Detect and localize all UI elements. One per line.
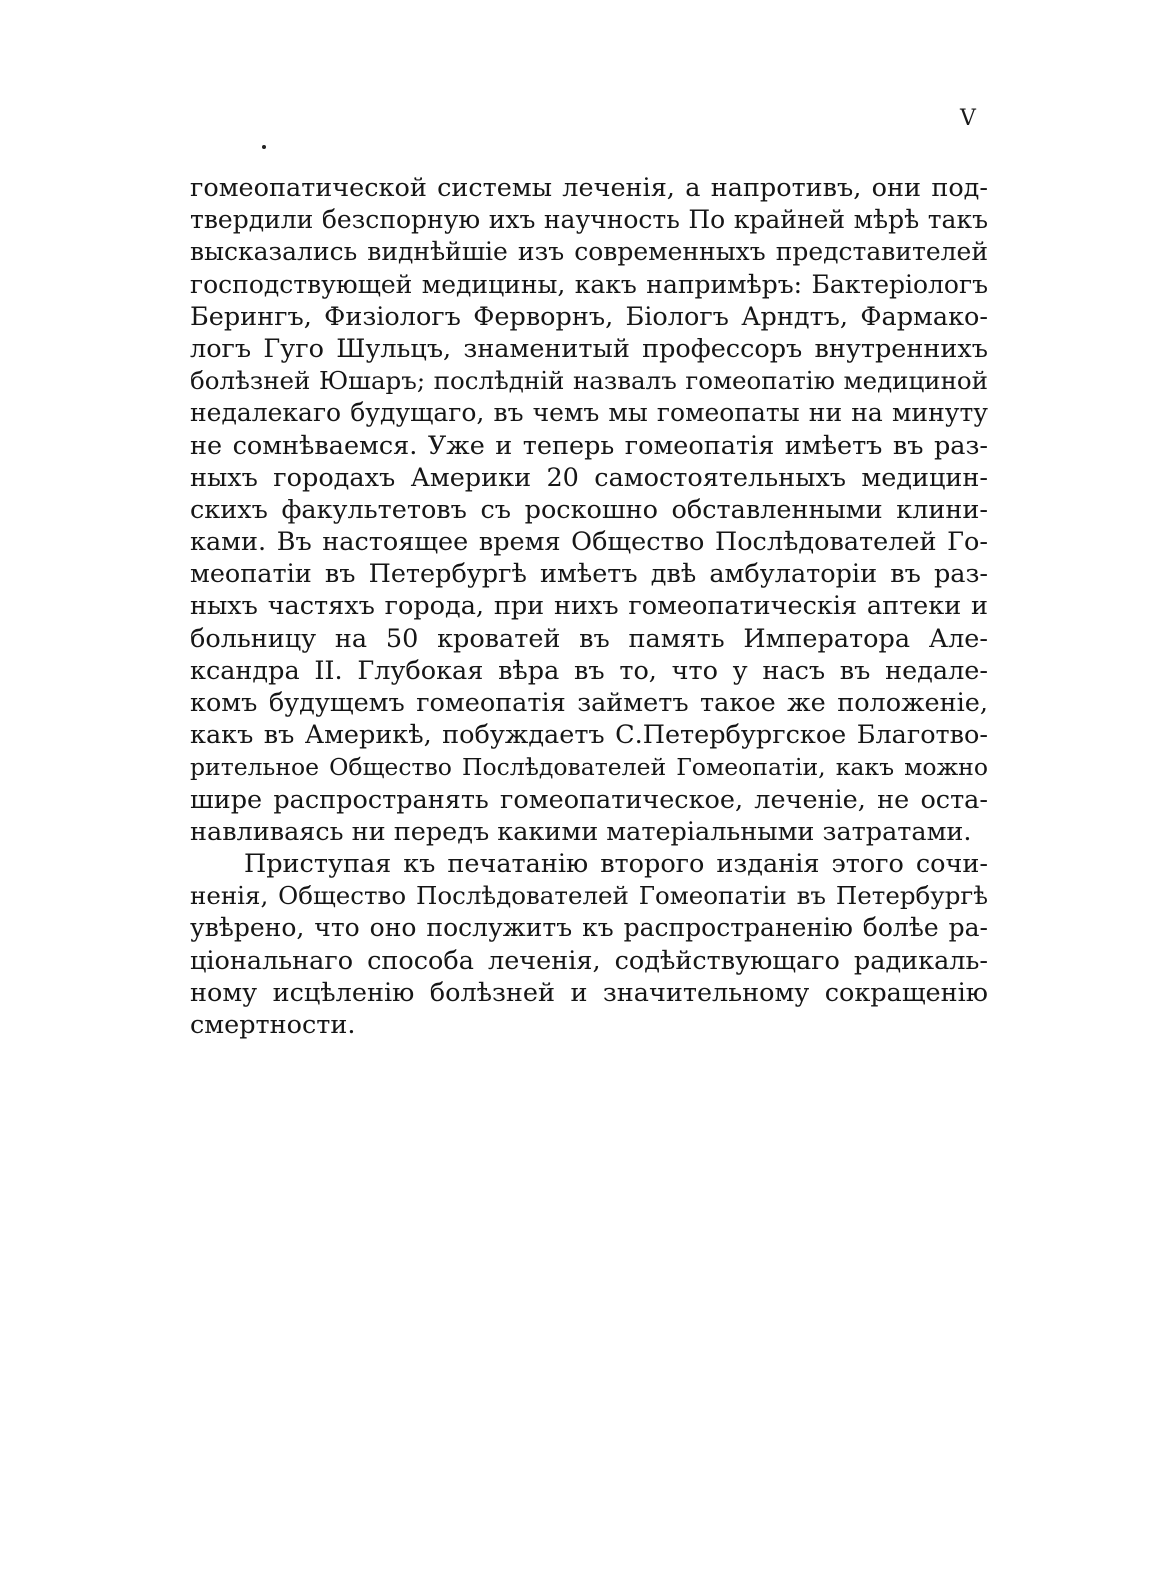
text-line: ныхъ городахъ Америки 20 самостоятельныхъ медицин- bbox=[190, 462, 988, 493]
text-line: ному исцѣленію болѣзней и значительному сокращенію bbox=[190, 977, 988, 1008]
text-line: ныхъ частяхъ города, при нихъ гомеопатическія аптеки и bbox=[190, 591, 988, 622]
text-line: Берингъ, Физіологъ Ферворнъ, Біологъ Арндтъ, Фармако- bbox=[190, 301, 988, 332]
text-line: твердили безспорную ихъ научность По крайней мѣрѣ такъ bbox=[190, 205, 988, 235]
text-line: больницу на 50 кроватей въ память Императора Але- bbox=[190, 623, 988, 654]
text-line: болѣзней Юшаръ; послѣдній назвалъ гомеопатію медициной bbox=[190, 366, 988, 396]
text-line: не сомнѣваемся. Уже и теперь гомеопатія имѣетъ въ раз- bbox=[190, 430, 988, 461]
text-line: Приступая къ печатанію второго изданія этого сочи- bbox=[244, 848, 988, 879]
text-line: господствующей медицины, какъ напримѣръ: Бактеріологъ bbox=[190, 269, 988, 299]
print-speck bbox=[262, 145, 266, 149]
text-line: рительное Общество Послѣдователей Гомеопатіи, какъ можно bbox=[190, 753, 988, 782]
page-number: V bbox=[960, 106, 976, 131]
text-line: увѣрено, что оно послужитъ къ распространенію болѣе ра- bbox=[190, 913, 988, 943]
text-line: какъ въ Америкѣ, побуждаетъ С.Петербургское Благотво- bbox=[190, 720, 988, 751]
text-line: смертности. bbox=[190, 1009, 356, 1040]
text-line: недалекаго будущаго, въ чемъ мы гомеопаты ни на минуту bbox=[190, 398, 988, 428]
text-line: логъ Гуго Шульцъ, знаменитый профессоръ внутреннихъ bbox=[190, 333, 988, 364]
text-line: ціональнаго способа леченія, содѣйствующаго радикаль- bbox=[190, 945, 988, 976]
paragraph-1 bbox=[190, 172, 988, 848]
text-line: гомеопатической системы леченія, а напротивъ, они под- bbox=[190, 173, 988, 203]
text-line: ками. Въ настоящее время Общество Послѣдователей Го- bbox=[190, 527, 988, 558]
text-line: ненія, Общество Послѣдователей Гомеопатіи въ Петербургѣ bbox=[190, 881, 988, 911]
text-line: ксандра II. Глубокая вѣра въ то, что у насъ въ недале- bbox=[190, 655, 988, 686]
text-line: навливаясь ни передъ какими матеріальными затратами. bbox=[190, 816, 972, 847]
text-line: шире распространять гомеопатическое, леченіе, не оста- bbox=[190, 784, 988, 815]
text-line: меопатіи въ Петербургѣ имѣетъ двѣ амбулаторіи въ раз- bbox=[190, 559, 988, 590]
text-line: высказались виднѣйшіе изъ современныхъ представителей bbox=[190, 237, 988, 267]
text-line: комъ будущемъ гомеопатія займетъ такое же положеніе, bbox=[190, 688, 988, 718]
paragraph-2 bbox=[190, 848, 988, 1041]
body-text bbox=[190, 172, 988, 1041]
text-line: скихъ факультетовъ съ роскошно обставленными клини- bbox=[190, 494, 988, 525]
